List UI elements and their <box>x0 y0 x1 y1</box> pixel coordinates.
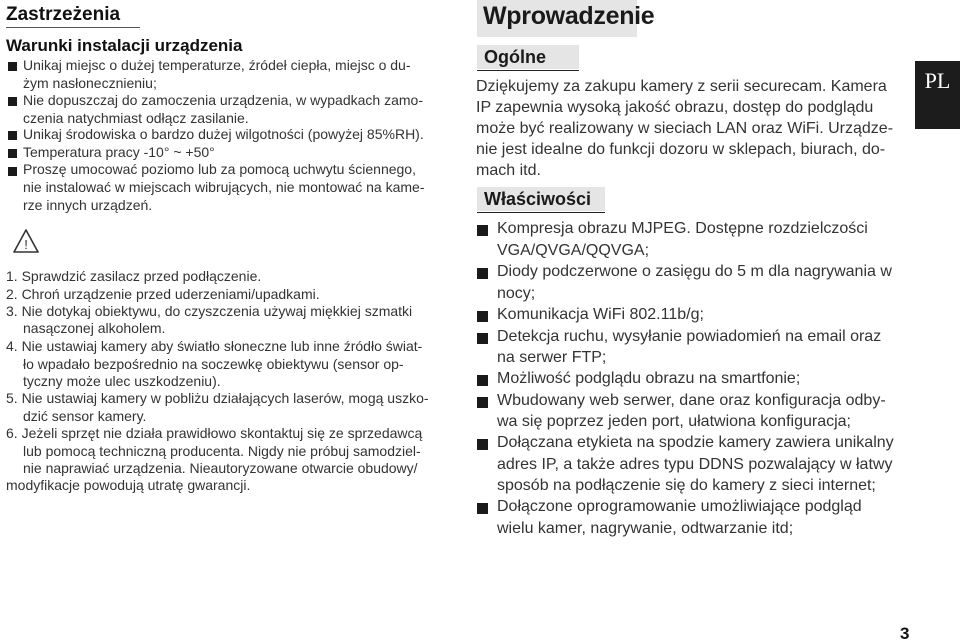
numbered-line: ło wpadało bezpośrednio na soczewkę obiektywu (sensor op- <box>23 356 404 372</box>
feature-line: Dołączana etykieta na spodzie kamery zawiera unikalny <box>497 434 894 451</box>
features-heading-rule <box>477 212 605 213</box>
numbered-line: 5. Nie ustawiaj kamery w pobliżu działających laserów, mogą uszko- <box>6 390 429 406</box>
general-line: mach itd. <box>476 162 541 179</box>
feature-line: VGA/QVGA/QQVGA; <box>497 242 650 259</box>
intro-title: Wprowadzenie <box>483 2 655 30</box>
installation-subtitle: Warunki instalacji urządzenia <box>6 36 243 55</box>
bullet-line: Unikaj środowiska o bardzo dużej wilgotności (powyżej 85%RH). <box>23 126 424 142</box>
numbered-line: 6. Jeżeli sprzęt nie działa prawidłowo skontaktuj się ze sprzedawcą <box>6 425 423 441</box>
feature-line: Komunikacja WiFi 802.11b/g; <box>497 306 704 323</box>
page-number: 3 <box>900 624 910 643</box>
feature-line: na serwer FTP; <box>497 349 607 366</box>
features-heading: Właściwości <box>484 189 592 209</box>
general-line: IP zapewnia wysoką jakość obrazu, dostęp do podglądu <box>476 99 874 116</box>
warning-mark: ! <box>24 237 28 252</box>
bullet-marker <box>8 131 17 140</box>
feature-line: Wbudowany web serwer, dane oraz konfiguracja odby- <box>497 392 886 409</box>
feature-line: wa się poprzez jeden port, ułatwiona konfiguracja; <box>497 413 851 430</box>
feature-line: Kompresja obrazu MJPEG. Dostępne rozdzielczości <box>497 220 868 237</box>
general-heading: Ogólne <box>484 47 546 67</box>
numbered-line: 1. Sprawdzić zasilacz przed podłączenie. <box>6 268 262 284</box>
bullet-line: żym nasłonecznieniu; <box>23 75 157 91</box>
bullet-line: Proszę umocować poziomo lub za pomocą uchwytu ściennego, <box>23 161 416 177</box>
feature-bullet <box>477 503 488 514</box>
general-line: może być realizowany w sieciach LAN oraz WiFi. Urządze- <box>476 120 894 137</box>
numbered-line: 4. Nie ustawiaj kamery aby światło słoneczne lub inne źródło świat- <box>6 338 423 354</box>
bullet-marker <box>8 97 17 106</box>
bullet-marker <box>8 62 17 71</box>
feature-line: nocy; <box>497 285 536 302</box>
bullet-line: Nie dopuszczaj do zamoczenia urządzenia, w wypadkach zamo- <box>23 92 423 108</box>
feature-line: adres IP, a także adres typu DDNS pozwalający w łatwy <box>497 456 893 473</box>
numbered-line: dzić sensor kamery. <box>23 408 147 424</box>
general-line: nie jest idealne do funkcji dozoru w sklepach, biurach, do- <box>476 141 886 158</box>
feature-bullet <box>477 333 488 344</box>
bullet-marker <box>8 149 17 158</box>
bullet-line: Unikaj miejsc o dużej temperaturze, źródeł ciepła, miejsc o du- <box>23 57 411 73</box>
feature-bullet <box>477 268 488 279</box>
numbered-line: nasączonej alkoholem. <box>23 320 166 336</box>
feature-bullet <box>477 397 488 408</box>
numbered-line: lub pomocą techniczną producenta. Nigdy nie próbuj samodziel- <box>23 443 421 459</box>
feature-line: wielu kamer, nagrywanie, odtwarzanie itd; <box>497 520 794 537</box>
bullet-marker <box>8 167 17 176</box>
numbered-line: modyfikacje powodują utratę gwarancji. <box>6 477 251 493</box>
disclaimer-title: Zastrzeżenia <box>6 4 121 25</box>
feature-line: sposób na podłączenie się do kamery z sieci internet; <box>497 477 876 494</box>
feature-bullet <box>477 375 488 386</box>
warning-triangle-icon <box>13 229 39 253</box>
bullet-line: czenia natychmiast odłącz zasilanie. <box>23 110 249 126</box>
bullet-line: Temperatura pracy -10° ~ +50° <box>23 144 215 160</box>
feature-line: Diody podczerwone o zasięgu do 5 m dla nagrywania w <box>497 263 892 280</box>
numbered-line: nie naprawiać urządzenia. Nieautoryzowane otwarcie obudowy/ <box>23 460 418 476</box>
feature-bullet <box>477 311 488 322</box>
language-tab-label: PL <box>924 68 951 93</box>
general-line: Dziękujemy za zakupu kamery z serii securecam. Kamera <box>476 78 887 95</box>
feature-bullet <box>477 225 488 236</box>
bullet-line: rze innych urządzeń. <box>23 197 153 213</box>
numbered-line: 3. Nie dotykaj obiektywu, do czyszczenia używaj miękkiej szmatki <box>6 303 413 319</box>
feature-line: Detekcja ruchu, wysyłanie powiadomień na email oraz <box>497 328 882 345</box>
general-heading-rule <box>477 70 579 71</box>
title-underline <box>6 27 140 28</box>
bullet-line: nie instalować w miejscach wibrujących, nie montować na kame- <box>23 179 425 195</box>
numbered-line: 2. Chroń urządzenie przed uderzeniami/upadkami. <box>6 286 320 302</box>
numbered-line: tyczny może ulec uszkodzeniu). <box>23 373 221 389</box>
feature-bullet <box>477 439 488 450</box>
feature-line: Możliwość podglądu obrazu na smartfonie; <box>497 370 801 387</box>
feature-line: Dołączone oprogramowanie umożliwiające podgląd <box>497 498 862 515</box>
